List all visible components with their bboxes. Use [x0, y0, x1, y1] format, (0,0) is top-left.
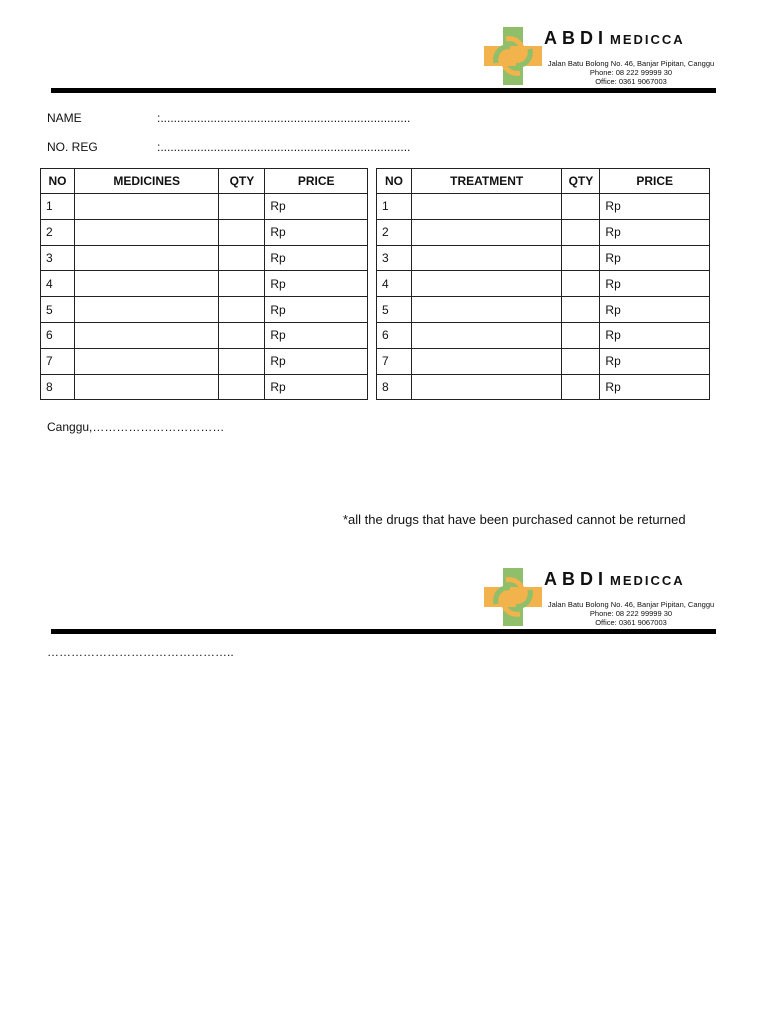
brand-abdi: ABDI	[544, 569, 608, 589]
item-cell[interactable]	[411, 219, 562, 245]
price-cell[interactable]: Rp	[600, 374, 710, 400]
table-row	[377, 374, 710, 400]
row-number: 6	[41, 322, 75, 348]
table-row	[377, 297, 710, 323]
price-cell[interactable]: Rp	[600, 348, 710, 374]
row-number: 2	[377, 219, 412, 245]
table-row	[41, 271, 368, 297]
qty-cell[interactable]	[219, 271, 265, 297]
item-cell[interactable]	[411, 297, 562, 323]
table-row	[377, 322, 710, 348]
price-cell[interactable]: Rp	[600, 194, 710, 220]
col-qty-header: QTY	[219, 169, 265, 194]
cross-logo-icon	[484, 568, 542, 626]
row-number: 6	[377, 322, 412, 348]
col-no-header: NO	[377, 169, 412, 194]
row-number: 7	[377, 348, 412, 374]
col-price-header: PRICE	[265, 169, 368, 194]
price-cell[interactable]: Rp	[265, 245, 368, 271]
brand-name	[544, 28, 685, 49]
row-number: 3	[41, 245, 75, 271]
price-cell[interactable]: Rp	[600, 297, 710, 323]
price-cell[interactable]: Rp	[265, 348, 368, 374]
row-number: 2	[41, 219, 75, 245]
table-row	[41, 348, 368, 374]
price-cell[interactable]: Rp	[265, 374, 368, 400]
item-cell[interactable]	[411, 374, 562, 400]
table-row	[377, 271, 710, 297]
table-row	[41, 374, 368, 400]
item-cell[interactable]	[74, 322, 219, 348]
footer-rule	[51, 629, 716, 634]
table-row	[377, 219, 710, 245]
price-cell[interactable]: Rp	[265, 297, 368, 323]
qty-cell[interactable]	[219, 348, 265, 374]
clinic-logo-bottom	[484, 568, 734, 630]
price-cell[interactable]: Rp	[265, 194, 368, 220]
item-cell[interactable]	[411, 348, 562, 374]
address-line: Jalan Batu Bolong No. 46, Banjar Pipitan, Canggu	[547, 600, 715, 609]
item-cell[interactable]	[411, 245, 562, 271]
brand-abdi: ABDI	[544, 28, 608, 48]
qty-cell[interactable]	[562, 374, 600, 400]
item-cell[interactable]	[411, 271, 562, 297]
office-line: Office: 0361 9067003	[595, 618, 667, 627]
clinic-address	[540, 600, 722, 627]
qty-cell[interactable]	[219, 374, 265, 400]
qty-cell[interactable]	[219, 219, 265, 245]
col-qty-header: QTY	[562, 169, 600, 194]
brand-medicca: MEDICCA	[610, 573, 685, 588]
qty-cell[interactable]	[562, 271, 600, 297]
table-row	[41, 297, 368, 323]
table-row	[41, 219, 368, 245]
price-cell[interactable]: Rp	[265, 322, 368, 348]
col-treatment-header: TREATMENT	[411, 169, 562, 194]
table-header-row	[41, 169, 368, 194]
row-number: 8	[41, 374, 75, 400]
item-cell[interactable]	[74, 219, 219, 245]
qty-cell[interactable]	[562, 245, 600, 271]
price-cell[interactable]: Rp	[600, 322, 710, 348]
qty-cell[interactable]	[562, 219, 600, 245]
clinic-address	[540, 59, 722, 86]
table-header-row	[377, 169, 710, 194]
row-number: 5	[41, 297, 75, 323]
table-row	[41, 245, 368, 271]
item-cell[interactable]	[74, 374, 219, 400]
qty-cell[interactable]	[562, 297, 600, 323]
cross-logo-icon	[484, 27, 542, 85]
row-number: 4	[377, 271, 412, 297]
place-date-field[interactable]: Canggu,……………………………	[47, 420, 225, 434]
row-number: 5	[377, 297, 412, 323]
row-number: 4	[41, 271, 75, 297]
signature-line[interactable]: ………………………………………..	[47, 645, 234, 659]
address-line: Jalan Batu Bolong No. 46, Banjar Pipitan, Canggu	[547, 59, 715, 68]
clinic-logo-top	[484, 27, 734, 89]
table-row	[377, 348, 710, 374]
price-cell[interactable]: Rp	[600, 219, 710, 245]
price-cell[interactable]: Rp	[265, 219, 368, 245]
item-cell[interactable]	[411, 194, 562, 220]
col-medicines-header: MEDICINES	[74, 169, 219, 194]
table-row	[377, 245, 710, 271]
row-number: 3	[377, 245, 412, 271]
item-cell[interactable]	[411, 322, 562, 348]
row-number: 1	[41, 194, 75, 220]
return-policy-note: *all the drugs that have been purchased cannot be returned	[343, 512, 686, 527]
row-number: 1	[377, 194, 412, 220]
qty-cell[interactable]	[219, 322, 265, 348]
qty-cell[interactable]	[562, 322, 600, 348]
reg-field[interactable]: :...........................................................................	[157, 140, 411, 154]
col-no-header: NO	[41, 169, 75, 194]
item-cell[interactable]	[74, 271, 219, 297]
name-field[interactable]: :...........................................................................	[157, 111, 411, 125]
col-price-header: PRICE	[600, 169, 710, 194]
price-cell[interactable]: Rp	[265, 271, 368, 297]
row-number: 8	[377, 374, 412, 400]
office-line: Office: 0361 9067003	[595, 77, 667, 86]
item-cell[interactable]	[74, 245, 219, 271]
item-cell[interactable]	[74, 194, 219, 220]
table-row	[377, 194, 710, 220]
qty-cell[interactable]	[562, 194, 600, 220]
reg-label: NO. REG	[47, 140, 98, 154]
qty-cell[interactable]	[562, 348, 600, 374]
table-row	[41, 322, 368, 348]
price-cell[interactable]: Rp	[600, 271, 710, 297]
item-cell[interactable]	[74, 348, 219, 374]
name-label: NAME	[47, 111, 82, 125]
brand-name	[544, 569, 685, 590]
qty-cell[interactable]	[219, 297, 265, 323]
phone-line: Phone: 08 222 99999 30	[589, 609, 673, 618]
price-cell[interactable]: Rp	[600, 245, 710, 271]
header-rule	[51, 88, 716, 93]
brand-medicca: MEDICCA	[610, 32, 685, 47]
row-number: 7	[41, 348, 75, 374]
phone-line: Phone: 08 222 99999 30	[589, 68, 673, 77]
item-cell[interactable]	[74, 297, 219, 323]
qty-cell[interactable]	[219, 194, 265, 220]
medicines-table	[40, 168, 368, 400]
treatment-table	[376, 168, 710, 400]
table-row	[41, 194, 368, 220]
qty-cell[interactable]	[219, 245, 265, 271]
